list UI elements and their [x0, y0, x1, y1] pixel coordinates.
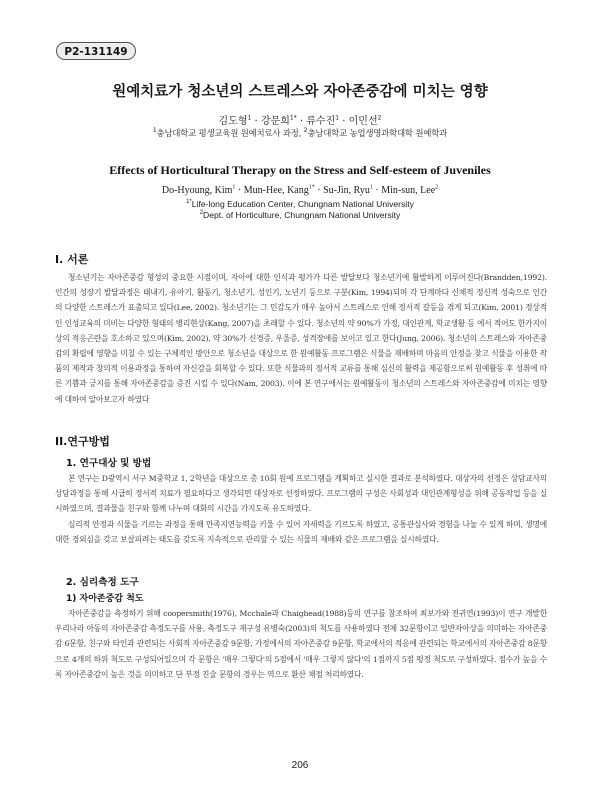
affiliation-sup: 1* [186, 199, 192, 206]
author-sup: 2 [377, 114, 382, 122]
author-separator: · [251, 116, 261, 127]
affiliation-text: Life-long Education Center, Chungnam National University [191, 199, 414, 209]
author-name: Do-Hyoung, Kim [161, 185, 233, 196]
affiliation-text: Dept. of Horticulture, Chungnam National University [203, 210, 401, 220]
author-separator: · [235, 185, 244, 196]
author-sup: 1 [369, 184, 373, 191]
author-name: Su-Jin, Ryu [323, 185, 370, 196]
author-separator: · [296, 116, 307, 127]
subsection-heading-instruments: 2. 심리측정 도구 [66, 577, 139, 588]
subsubsection-heading-self-esteem: 1) 자아존중감 척도 [66, 594, 144, 604]
methods-paragraph-1: 본 연구는 D광역시 서구 M중학교 1, 2학년을 대상으로 총 10회 원예 프로그램을 계획하고 실시한 결과로 분석하였다. 대상자의 선정은 상담교사의 상담과정을 통해 시급히 정서적 치료가 필요하다고 생각되면 대상자로 선정하였다. 프로그램의 구성은 사회성과 대인관계형성을 위해 공동작업 등을 실시하였으며, 결과물을 친구와 함께 나누며 대화의 시간을 가지도록 유도하였다. [55, 474, 547, 514]
author-sup: 1* [289, 114, 297, 122]
author-sup: 1 [335, 114, 340, 122]
paper-id-badge: P2-131149 [56, 42, 136, 60]
korean-title: 원예치료가 청소년의 스트레스와 자아존중감에 미치는 영향 [112, 84, 488, 100]
subsection-heading-subjects: 1. 연구대상 및 방법 [66, 458, 152, 469]
affiliation-sup: 1 [152, 127, 157, 135]
author-name: 이민선 [348, 116, 378, 127]
affiliation-sup: 2 [303, 127, 308, 135]
methods-paragraph-2: 심리적 안정과 식물을 기르는 과정을 통해 만족지연능력을 키울 수 있어 자세력을 기르도록 하였고, 공통관심사와 경험을 나눌 수 있게 하며, 생명에 대한 경외심을 갖고 보살피려는 태도를 갖도록 지속적으로 관리할 수 있는 식물의 재배와 같은 프로그램을 실시하였다. [55, 520, 547, 545]
korean-authors [0, 112, 600, 127]
author-sup: 2 [435, 184, 439, 191]
author-name: 강문희 [260, 116, 290, 127]
author-separator: · [339, 116, 349, 127]
author-separator: · [372, 185, 382, 196]
english-affiliation-1 [0, 199, 600, 209]
section-heading-methods: II.연구방법 [55, 435, 110, 448]
page-number: 206 [291, 760, 309, 771]
english-affiliation-2 [0, 210, 600, 220]
author-name: Min-sun, Lee [381, 185, 436, 196]
intro-paragraph: 청소년기는 자아존중감 형성의 중요한 시점이며, 자아에 대한 인식과 평가가 다른 발달보다 청소년기에 활발하게 이루어진다(Brandden,1992). 인간의 성장기 발달과정은 태내기, 유아기, 활동기, 청소년기, 성인기, 노년기 등으로 구분(Kim, 1994)되며 각 단계마다 신체적 정신적 성숙으로 인간의 다양한 스트레스가 표출되고 있다(Lee, 2002). 청소년기는 그 민감도가 매우 높아서 스트레스로 인해 정서적 갈등을 겪게 되고(Kim, 2001) 정상적인 인성교육의 미비는 다양한 형태의 병리현상(Kang, 2007)을 초래할 수 있다. 청소년의 약 90%가 가정, 대인관계, 학교생활 등 에서 적어도 한가지이상의 적응곤란을 호소하고 있으며(Kim, 2002), 약 30%가 신경증, 우울증, 성격장애를 보이고 있고 한다(Jung, 2006). 청소년의 스트레스와 자아존중감의 확립에 영향을 미칠 수 있는 구체적인 방안으로 청소년을 대상으로 한 원예활동 프로그램은 식물을 재배하며 마음의 안정을 찾고 식물을 이용한 작품의 제작과 창의적 이용과정을 통하여 자신감을 회복할 수 있다. 또한 식물과의 정서적 교류를 통해 심신의 활력을 제공함으로써 원예활동 후 성취에 따른 기쁨과 긍지를 통해 자아존중감을 증진 시킬 수 있다(Nam, 2003). 이에 본 연구에서는 원예활동이 청소년의 스트레스와 자아존중감에 미치는 영향에 대하여 알아보고자 하였다 [55, 273, 548, 404]
author-sup: 1 [232, 184, 236, 191]
author-sup: 1 [247, 114, 252, 122]
section-heading-intro: I. 서론 [55, 253, 89, 266]
affiliation-text: 충남대학교 평생교육원 원예치료사 과정, [156, 128, 304, 138]
affiliation-text: 충남대학교 농업생명과학대학 원예학과 [307, 128, 448, 138]
author-name: Mun-Hee, Kang [243, 185, 309, 196]
author-sup: 1* [308, 184, 315, 191]
english-authors [0, 185, 600, 196]
korean-affiliations [0, 127, 600, 139]
instruments-paragraph: 자아존중감을 측정하기 위해 coopersmith(1976), Mcchale과 Chaighead(1988)등의 연구를 참조하여 최보가와 전귀연(1993)이 연구 개발한 우리나라 아동의 자아존중감 측정도구를 사용, 측정도구 재구성 유병숙(2003)의 척도를 사용하였다 전체 32문항이고 일반자아상을 의미하는 자아존중감 6문항, 친구와 타인과 관련되는 사회적 자아존중감 9문항, 가정에서의 자아존중감 9문항, 학교에서의 적응에 관련되는 학교에서의 자아존중감 8문항으로 4개의 하위 척도로 구성되어있으며 각 문항은 '매우 그렇다'의 5점에서 '매우 그렇지 않다'의 1점까지 5점 평정 척도로 구성하였다. 점수가 높을 수록 자아존중감이 높은 것을 의미하고 단 부정 진술 문항의 경우는 역으로 환산 채점 처리하였다. [55, 609, 547, 679]
author-separator: · [314, 185, 324, 196]
english-title: Effects of Horticultural Therapy on the Stress and Self-esteem of Juveniles [109, 163, 491, 177]
author-name: 김도형 [218, 116, 248, 127]
author-name: 류수진 [306, 116, 336, 127]
affiliation-sup: 2 [199, 210, 204, 217]
